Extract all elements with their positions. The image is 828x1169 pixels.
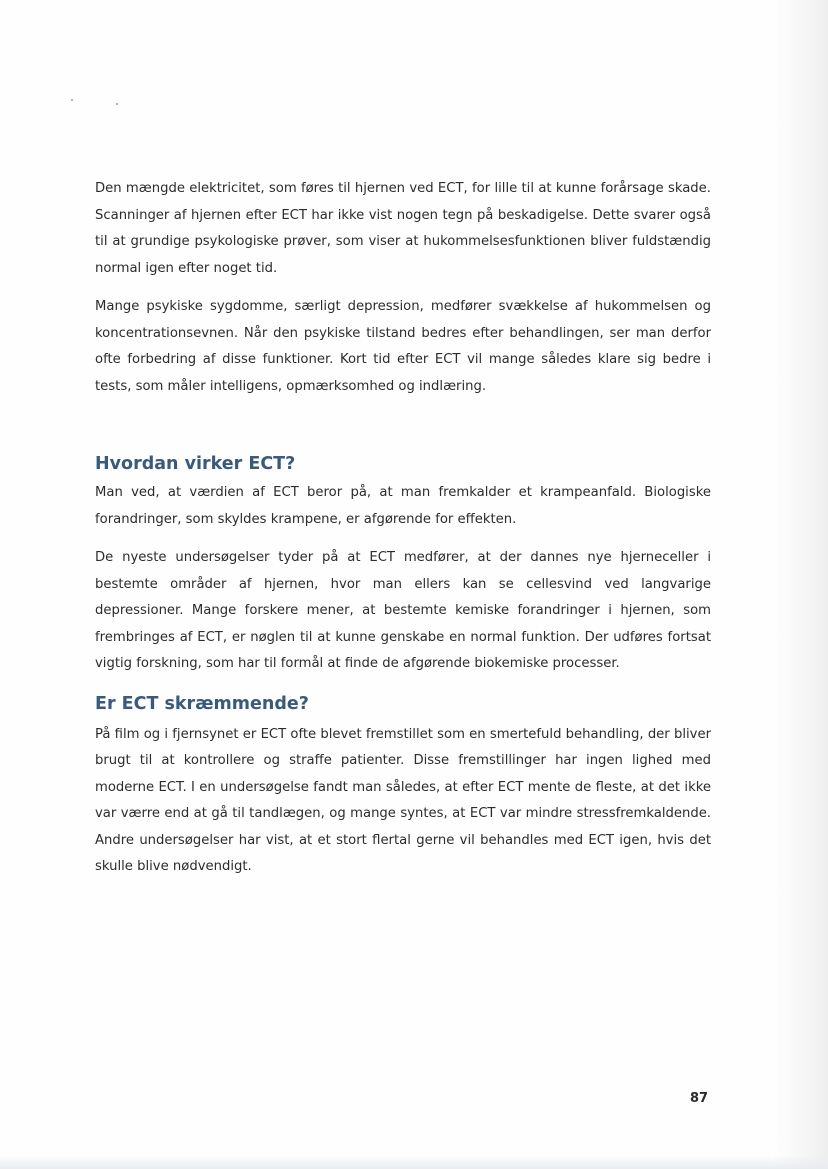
page-number: 87 bbox=[690, 1091, 709, 1106]
body-paragraph: Den mængde elektricitet, som føres til hjernen ved ECT, for lille til at kunne forårsage skade. Scanninger af hjernen efter ECT har ikke vist nogen tegn på beskadigelse. Dette svarer også til at grundige psykologiske prøver, som viser at hukommelsesfunktionen bliver fuldstændig normal igen efter noget tid. bbox=[95, 181, 711, 276]
scan-speck bbox=[116, 103, 118, 105]
section-heading-how: Hvordan virker ECT? bbox=[95, 454, 296, 474]
scan-shadow-bottom bbox=[0, 1155, 828, 1169]
body-paragraph: De nyeste undersøgelser tyder på at ECT medfører, at der dannes nye hjerneceller i bestemte områder af hjernen, hvor man ellers kan se cellesvind ved langvarige depressioner. Mange forskere mener, at bestemte kemiske forandringer i hjernen, som frembringes af ECT, er nøglen til at kunne genskabe en normal funktion. Der udføres fortsat vigtig forskning, som har til formål at finde de afgørende biokemiske processer. bbox=[95, 550, 711, 671]
scan-shadow-right bbox=[770, 0, 828, 1169]
body-paragraph: Mange psykiske sygdomme, særligt depression, medfører svækkelse af hukommelsen og koncentrationsevnen. Når den psykiske tilstand bedres efter behandlingen, ser man derfor ofte forbedring af disse funktioner. Kort tid efter ECT vil mange således klare sig bedre i tests, som måler intelligens, opmærksomhed og indlæring. bbox=[95, 299, 711, 394]
scan-speck bbox=[71, 99, 73, 101]
body-paragraph: Man ved, at værdien af ECT beror på, at man fremkalder et krampeanfald. Biologiske forandringer, som skyldes krampene, er afgørende for effekten. bbox=[95, 485, 711, 527]
body-paragraph: På film og i fjernsynet er ECT ofte blevet fremstillet som en smertefuld behandling, der bliver brugt til at kontrollere og straffe patienter. Disse fremstillinger har ingen lighed med moderne ECT. I en undersøgelse fandt man således, at efter ECT mente de fleste, at det ikke var værre end at gå til tandlægen, og mange syntes, at ECT var mindre stressfremkaldende. Andre undersøgelser har vist, at et stort flertal gerne vil behandles med ECT igen, hvis det skulle blive nødvendigt. bbox=[95, 726, 711, 874]
section-heading-scary: Er ECT skræmmende? bbox=[95, 693, 309, 714]
page-body bbox=[95, 176, 711, 881]
